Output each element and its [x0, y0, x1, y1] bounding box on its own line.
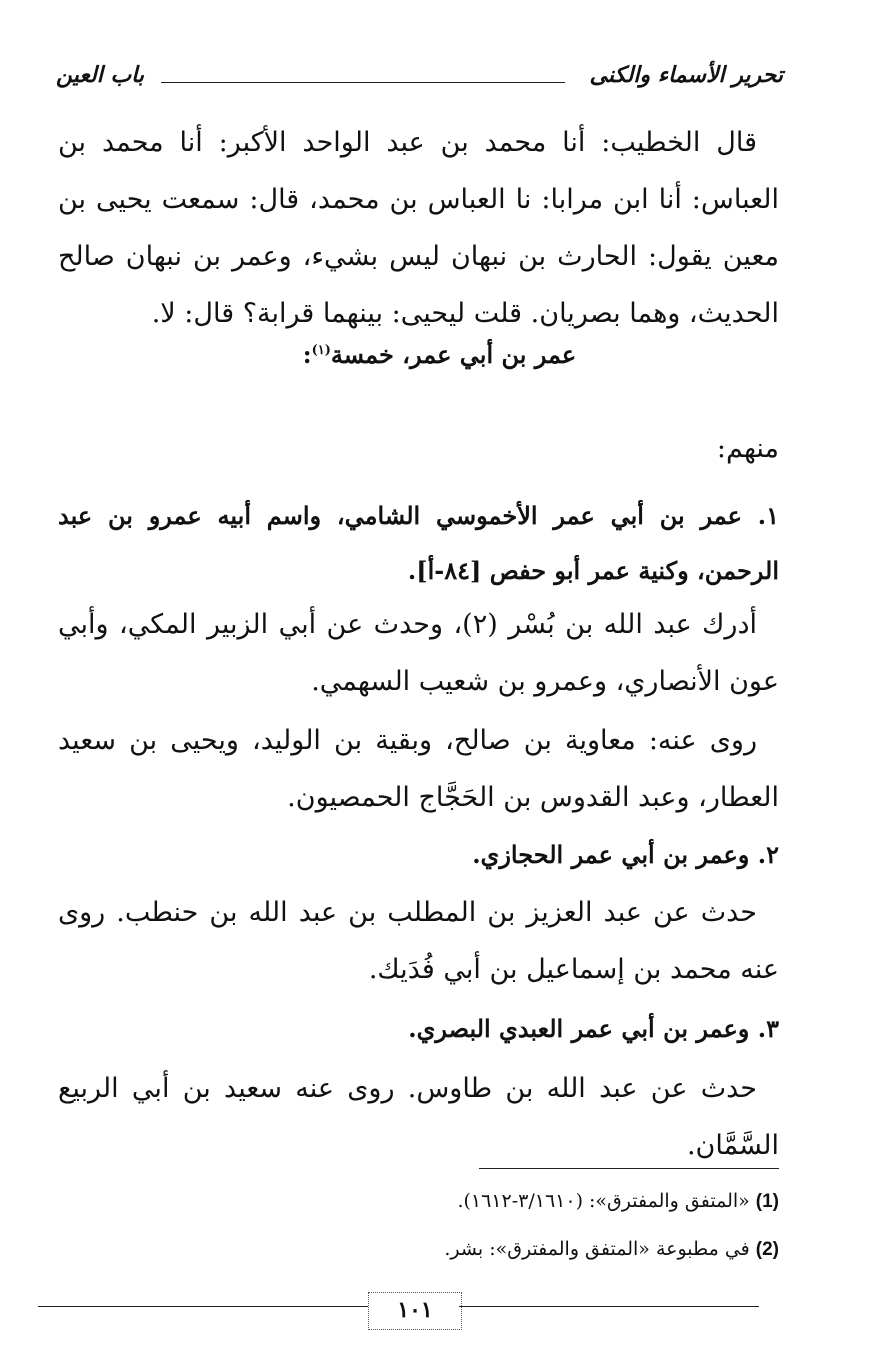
footnote-1	[58, 1186, 779, 1217]
paragraph-khatib: قال الخطيب: أنا محمد بن عبد الواحد الأكبر: أنا محمد بن العباس: أنا ابن مرابا: نا العباس بن محمد، قال: سمعت يحيى بن معين يقول: الحارث بن نبهان ليس بشيء، وعمر بن نبهان صالح الحديث، وهما بصريان. قلت ليحيى: بينهما قرابة؟ قال: لا.	[58, 127, 779, 329]
footnote-1-text: «المتفق والمفترق»: (٣/١٦١٠-١٦١٢).	[457, 1190, 750, 1212]
section-heading-text: عمر بن أبي عمر، خمسة	[330, 340, 577, 369]
paragraph-entry2: حدث عن عبد العزيز بن المطلب بن عبد الله بن حنطب. روى عنه محمد بن إسماعيل بن أبي فُدَيك.	[58, 897, 779, 985]
footnote-ref-1: (١)	[311, 343, 331, 358]
footnote-2	[58, 1234, 779, 1265]
entry-2-heading: ٢. وعمر بن أبي عمر الحجازي.	[472, 840, 779, 869]
footer-rule-left	[38, 1306, 368, 1307]
section-heading	[0, 340, 879, 369]
page-footer	[38, 1297, 759, 1330]
header-rule	[161, 82, 565, 83]
footnote-2-text: في مطبوعة «المتفق والمفترق»: بشر.	[444, 1238, 750, 1260]
paragraph-entry1-teachers: أدرك عبد الله بن بُسْر (٢)، وحدث عن أبي الزبير المكي، وأبي عون الأنصاري، وعمرو بن شعيب السهمي.	[58, 609, 779, 697]
footnote-2-number: (2)	[755, 1239, 779, 1260]
section-heading-colon: :	[302, 340, 312, 369]
paragraph-entry3: حدث عن عبد الله بن طاوس. روى عنه سعيد بن أبي الربيع السَّمَّان.	[58, 1073, 779, 1161]
entry-1-heading: ١. عمر بن أبي عمر الأخموسي الشامي، واسم أبيه عمرو بن عبد الرحمن، وكنية عمر أبو حفص [٨٤-أ].	[58, 501, 779, 585]
paragraph-entry1-students: روى عنه: معاوية بن صالح، وبقية بن الوليد، ويحيى بن سعيد العطار، وعبد القدوس بن الحَجَّاج الحمصيون.	[58, 725, 779, 813]
paragraph-menhum: منهم:	[716, 433, 779, 464]
footnote-1-number: (1)	[755, 1191, 779, 1212]
chapter-title: باب العين	[56, 62, 145, 88]
running-header	[56, 62, 783, 96]
page-number: ١٠١	[368, 1292, 462, 1330]
footer-rule-right	[459, 1306, 759, 1307]
book-title: تحرير الأسماء والكنى	[589, 62, 783, 88]
footnote-rule	[479, 1168, 779, 1169]
entry-3-heading: ٣. وعمر بن أبي عمر العبدي البصري.	[408, 1014, 779, 1043]
